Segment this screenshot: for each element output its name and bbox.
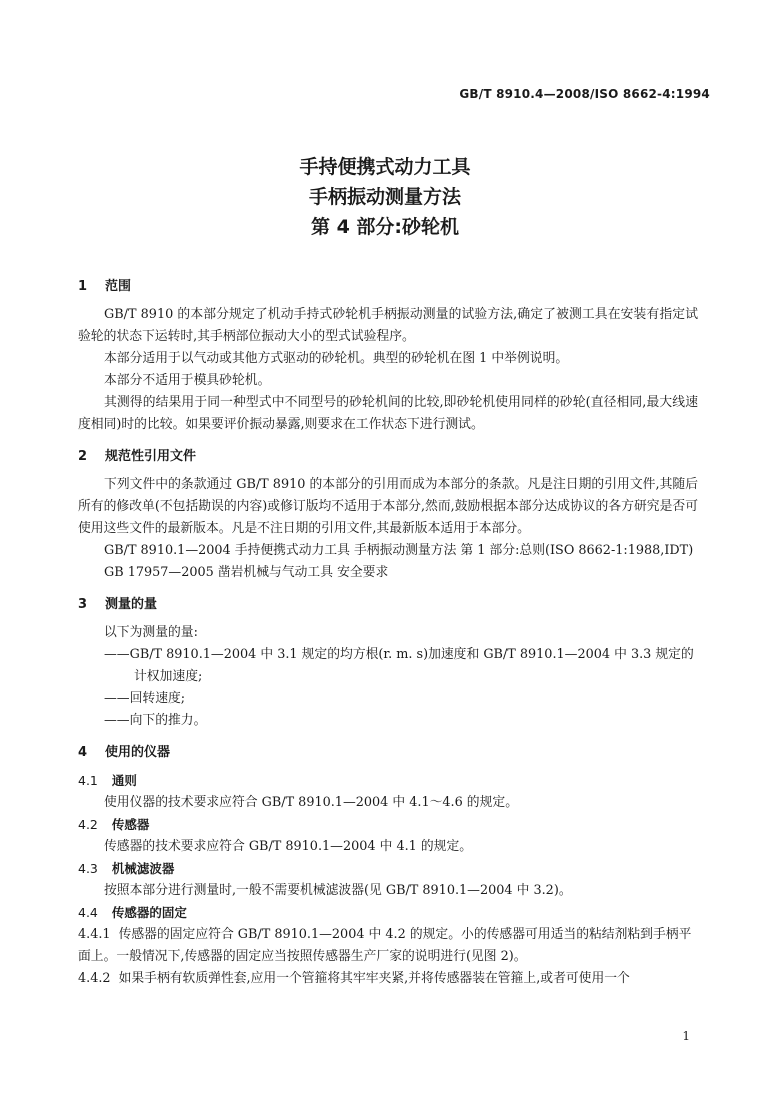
subsection-number: 4.1: [78, 773, 98, 788]
page-number: 1: [682, 1029, 690, 1043]
paragraph: 下列文件中的条款通过 GB/T 8910 的本部分的引用而成为本部分的条款。凡是注日期的引用文件,其随后所有的修改单(不包括勘误的内容)或修订版均不适用于本部分,然而,鼓励根据本部分达成协议的各方研究是否可使用这些文件的最新版本。凡是不注日期的引用文件,其最新版本适用于本部分。: [78, 477, 698, 536]
title-line-3: 第 4 部分:砂轮机: [310, 216, 460, 238]
section-title: 使用的仪器: [105, 745, 171, 760]
subsection-4-1-heading: [78, 770, 698, 792]
standard-code: GB/T 8910.4—2008/ISO 8662-4:1994: [459, 87, 710, 101]
paragraph: 以下为测量的量:: [104, 625, 198, 640]
paragraph: 本部分不适用于模具砂轮机。: [104, 373, 271, 388]
document-title: [0, 152, 770, 242]
section-title: 测量的量: [105, 597, 158, 612]
section-number: 4: [78, 745, 88, 760]
paragraph: 其测得的结果用于同一种型式中不同型号的砂轮机间的比较,即砂轮机使用同样的砂轮(直径相同,最大线速度相同)时的比较。如果要评价振动暴露,则要求在工作状态下进行测试。: [78, 395, 698, 432]
section-number: 3: [78, 597, 88, 612]
subsection-4-4-heading: [78, 902, 698, 924]
subsection-title: 传感器的固定: [111, 905, 187, 920]
paragraph: 使用仪器的技术要求应符合 GB/T 8910.1—2004 中 4.1～4.6 的规定。: [104, 795, 518, 810]
subsection-number: 4.3: [78, 861, 98, 876]
normative-reference: GB 17957—2005 凿岩机械与气动工具 安全要求: [104, 565, 389, 580]
paragraph: 传感器的技术要求应符合 GB/T 8910.1—2004 中 4.1 的规定。: [104, 839, 473, 854]
list-item: ——GB/T 8910.1—2004 中 3.1 规定的均方根(r. m. s)加速度和 GB/T 8910.1—2004 中 3.3 规定的计权加速度;: [104, 647, 694, 684]
section-2-heading: [78, 446, 698, 468]
subsection-4-2-heading: [78, 814, 698, 836]
section-title: 规范性引用文件: [105, 449, 197, 464]
list-item: ——向下的推力。: [104, 713, 207, 728]
subsection-title: 机械滤波器: [111, 861, 175, 876]
subsection-4-3-heading: [78, 858, 698, 880]
clause-text: 如果手柄有软质弹性套,应用一个管箍将其牢牢夹紧,并将传感器装在管箍上,或者可使用一个: [118, 971, 630, 986]
clause-4-4-2: [78, 968, 698, 990]
title-line-2: 手柄振动测量方法: [308, 186, 461, 208]
subsection-number: 4.4: [78, 905, 98, 920]
paragraph: 按照本部分进行测量时,一般不需要机械滤波器(见 GB/T 8910.1—2004 中 3.2)。: [104, 883, 572, 898]
clause-4-4-1: [78, 924, 698, 968]
clause-number: 4.4.1: [78, 927, 111, 942]
list-item: ——回转速度;: [104, 691, 186, 706]
paragraph: 本部分适用于以气动或其他方式驱动的砂轮机。典型的砂轮机在图 1 中举例说明。: [104, 351, 569, 366]
document-body: [78, 276, 698, 990]
section-3-heading: [78, 594, 698, 616]
clause-text: 传感器的固定应符合 GB/T 8910.1—2004 中 4.2 的规定。小的传感器可用适当的粘结剂粘到手柄平面上。一般情况下,传感器的固定应当按照传感器生产厂家的说明进行(见图 2)。: [78, 927, 692, 964]
subsection-title: 传感器: [111, 817, 150, 832]
section-4-heading: [78, 742, 698, 764]
normative-reference: GB/T 8910.1—2004 手持便携式动力工具 手柄振动测量方法 第 1 部分:总则(ISO 8662-1:1988,IDT): [104, 543, 694, 558]
title-line-1: 手持便携式动力工具: [299, 156, 471, 178]
paragraph: GB/T 8910 的本部分规定了机动手持式砂轮机手柄振动测量的试验方法,确定了被测工具在安装有指定试验轮的状态下运转时,其手柄部位振动大小的型式试验程序。: [78, 307, 698, 344]
section-number: 1: [78, 279, 88, 294]
clause-number: 4.4.2: [78, 971, 111, 986]
subsection-title: 通则: [111, 773, 137, 788]
section-number: 2: [78, 449, 88, 464]
section-1-heading: [78, 276, 698, 298]
section-title: 范围: [105, 279, 132, 294]
subsection-number: 4.2: [78, 817, 98, 832]
